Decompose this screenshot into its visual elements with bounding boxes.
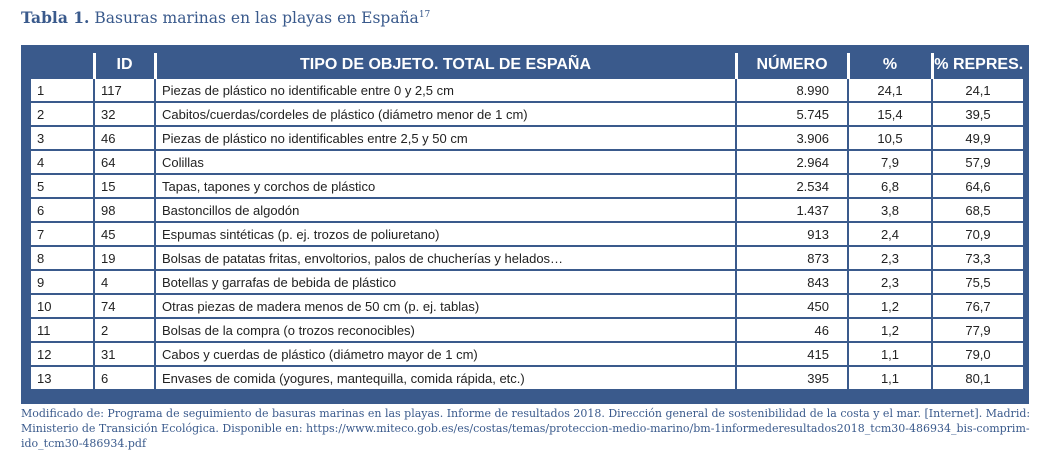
object-type-cell: Tapas, tapones y corchos de plástico [155, 174, 736, 198]
id-cell: 32 [94, 102, 155, 126]
percent-cell: 1,1 [848, 366, 932, 390]
object-type-cell: Bastoncillos de algodón [155, 198, 736, 222]
number-cell: 913 [736, 222, 848, 246]
percent-cell: 6,8 [848, 174, 932, 198]
object-type-cell: Bolsas de patatas fritas, envoltorios, palos de chucherías y helados… [155, 246, 736, 270]
percent-cell: 1,1 [848, 342, 932, 366]
table-row [30, 222, 1024, 246]
caption-reference: 17 [418, 9, 431, 20]
id-cell: 98 [94, 198, 155, 222]
header-number: NÚMERO [736, 53, 848, 78]
percent-cell: 10,5 [848, 126, 932, 150]
table-body [30, 78, 1024, 390]
number-cell: 3.906 [736, 126, 848, 150]
rank-cell: 5 [30, 174, 94, 198]
cumulative-percent-cell: 80,1 [932, 366, 1024, 390]
cumulative-percent-cell: 39,5 [932, 102, 1024, 126]
table-row [30, 294, 1024, 318]
percent-cell: 3,8 [848, 198, 932, 222]
caption-label: Tabla 1. [21, 8, 90, 27]
rank-cell: 3 [30, 126, 94, 150]
id-cell: 4 [94, 270, 155, 294]
table-row [30, 366, 1024, 390]
id-cell: 64 [94, 150, 155, 174]
number-cell: 8.990 [736, 78, 848, 102]
table-row [30, 78, 1024, 102]
cumulative-percent-cell: 76,7 [932, 294, 1024, 318]
percent-cell: 1,2 [848, 318, 932, 342]
header-percent: % [848, 53, 932, 78]
id-cell: 15 [94, 174, 155, 198]
number-cell: 450 [736, 294, 848, 318]
id-cell: 45 [94, 222, 155, 246]
rank-cell: 8 [30, 246, 94, 270]
number-cell: 46 [736, 318, 848, 342]
rank-cell: 2 [30, 102, 94, 126]
header-cumulative-percent: % REPRES. [932, 53, 1024, 78]
table-row [30, 174, 1024, 198]
cumulative-percent-cell: 57,9 [932, 150, 1024, 174]
header-id: ID [94, 53, 155, 78]
object-type-cell: Bolsas de la compra (o trozos reconocibles) [155, 318, 736, 342]
header-rank [30, 53, 94, 78]
source-footnote: Modificado de: Programa de seguimiento de basuras marinas en las playas. Informe de resultados 2018. Dirección general de sostenibilidad de la costa y el mar. [Internet]. Madrid: Ministerio de Transición Ecológica. Disponible en: https://www.miteco.gob.es/es/costas/temas/proteccion-medio-marino/bm-1informederesultados2018_tcm30-486934_bis-comprim-ido_tcm30-486934.pdf [21, 407, 1031, 450]
percent-cell: 24,1 [848, 78, 932, 102]
id-cell: 117 [94, 78, 155, 102]
object-type-cell: Otras piezas de madera menos de 50 cm (p. ej. tablas) [155, 294, 736, 318]
object-type-cell: Espumas sintéticas (p. ej. trozos de poliuretano) [155, 222, 736, 246]
number-cell: 5.745 [736, 102, 848, 126]
id-cell: 46 [94, 126, 155, 150]
percent-cell: 2,3 [848, 270, 932, 294]
data-table [29, 53, 1025, 391]
caption-title: Basuras marinas en las playas en España [94, 9, 419, 27]
percent-cell: 2,3 [848, 246, 932, 270]
rank-cell: 11 [30, 318, 94, 342]
id-cell: 6 [94, 366, 155, 390]
rank-cell: 1 [30, 78, 94, 102]
rank-cell: 10 [30, 294, 94, 318]
object-type-cell: Cabos y cuerdas de plástico (diámetro mayor de 1 cm) [155, 342, 736, 366]
cumulative-percent-cell: 79,0 [932, 342, 1024, 366]
table-row [30, 270, 1024, 294]
number-cell: 415 [736, 342, 848, 366]
table-row [30, 126, 1024, 150]
object-type-cell: Piezas de plástico no identificable entre 0 y 2,5 cm [155, 78, 736, 102]
rank-cell: 6 [30, 198, 94, 222]
rank-cell: 4 [30, 150, 94, 174]
percent-cell: 15,4 [848, 102, 932, 126]
cumulative-percent-cell: 64,6 [932, 174, 1024, 198]
number-cell: 2.964 [736, 150, 848, 174]
table-caption [21, 8, 430, 27]
cumulative-percent-cell: 75,5 [932, 270, 1024, 294]
number-cell: 873 [736, 246, 848, 270]
table-frame [21, 45, 1029, 404]
cumulative-percent-cell: 73,3 [932, 246, 1024, 270]
object-type-cell: Botellas y garrafas de bebida de plástico [155, 270, 736, 294]
table-row [30, 102, 1024, 126]
rank-cell: 9 [30, 270, 94, 294]
id-cell: 74 [94, 294, 155, 318]
percent-cell: 2,4 [848, 222, 932, 246]
table-row [30, 318, 1024, 342]
object-type-cell: Piezas de plástico no identificables entre 2,5 y 50 cm [155, 126, 736, 150]
id-cell: 2 [94, 318, 155, 342]
cumulative-percent-cell: 24,1 [932, 78, 1024, 102]
number-cell: 2.534 [736, 174, 848, 198]
percent-cell: 1,2 [848, 294, 932, 318]
rank-cell: 7 [30, 222, 94, 246]
id-cell: 31 [94, 342, 155, 366]
percent-cell: 7,9 [848, 150, 932, 174]
rank-cell: 13 [30, 366, 94, 390]
number-cell: 843 [736, 270, 848, 294]
object-type-cell: Colillas [155, 150, 736, 174]
rank-cell: 12 [30, 342, 94, 366]
table-row [30, 150, 1024, 174]
object-type-cell: Cabitos/cuerdas/cordeles de plástico (diámetro menor de 1 cm) [155, 102, 736, 126]
cumulative-percent-cell: 77,9 [932, 318, 1024, 342]
cumulative-percent-cell: 70,9 [932, 222, 1024, 246]
number-cell: 1.437 [736, 198, 848, 222]
table-row [30, 342, 1024, 366]
cumulative-percent-cell: 68,5 [932, 198, 1024, 222]
number-cell: 395 [736, 366, 848, 390]
table-row [30, 198, 1024, 222]
id-cell: 19 [94, 246, 155, 270]
cumulative-percent-cell: 49,9 [932, 126, 1024, 150]
header-object-type: TIPO DE OBJETO. TOTAL DE ESPAÑA [155, 53, 736, 78]
table-row [30, 246, 1024, 270]
object-type-cell: Envases de comida (yogures, mantequilla, comida rápida, etc.) [155, 366, 736, 390]
header-row [30, 53, 1024, 78]
